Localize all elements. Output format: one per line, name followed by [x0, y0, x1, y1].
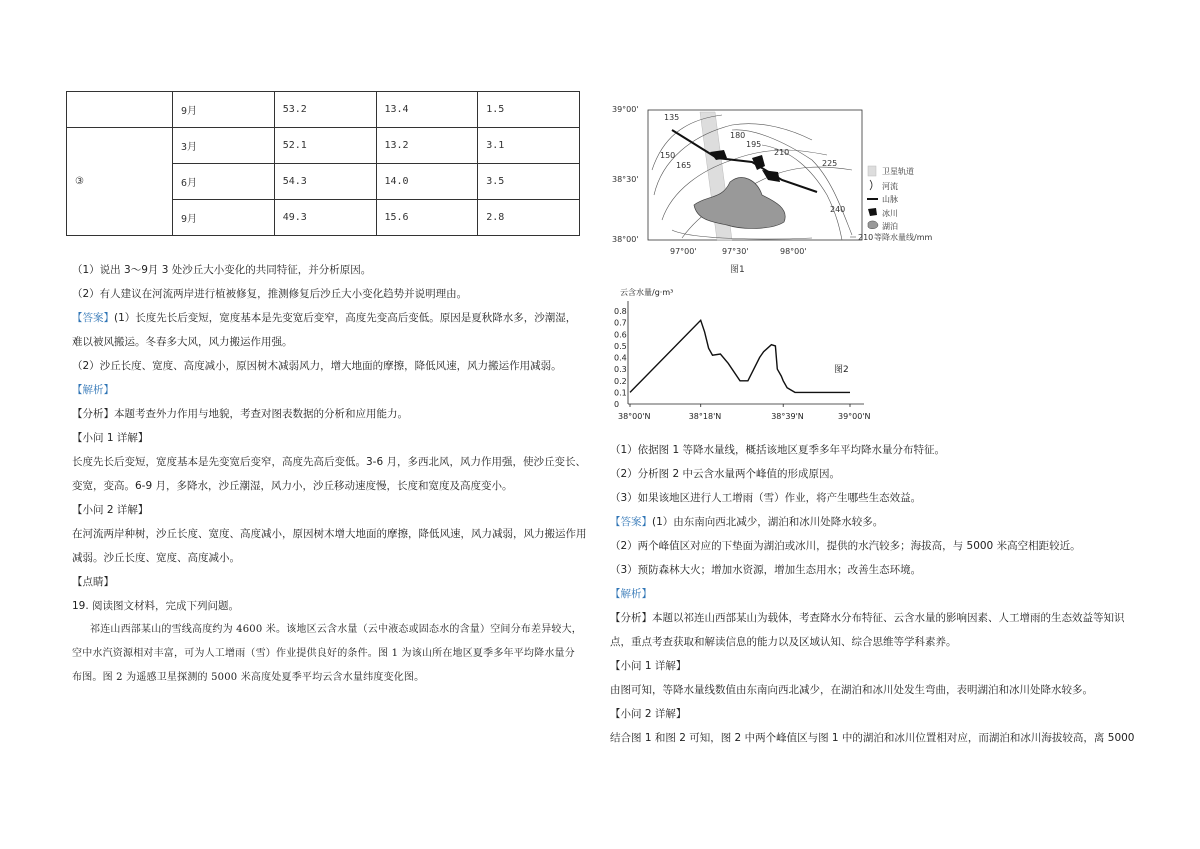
legend-satellite-swatch: [868, 166, 876, 176]
y-tick-label: 0.4: [614, 353, 627, 363]
lon-label: 98°00': [780, 247, 807, 256]
y-tick-label: 0.8: [614, 307, 627, 316]
lat-label: 38°30': [612, 175, 639, 184]
table-cell: 49.3: [274, 200, 376, 236]
x-tick-label: 38°39'N: [771, 412, 804, 421]
answer-1: [72, 310, 590, 326]
lat-label: 39°00': [612, 105, 639, 114]
legend-label: 湖泊: [882, 222, 898, 231]
contour-label: 150: [660, 151, 676, 160]
material-line-2: 空中水汽资源相对丰富，可为人工增雨（雪）作业提供良好的条件。图 1 为该山所在地区夏季多年平均降水量分: [72, 648, 575, 659]
right-analysis-text-2: 点，重点考查获取和解读信息的能力以及区域认知、综合思维等学科素养。: [610, 636, 957, 648]
table-cell: 13.4: [376, 92, 478, 128]
figure-1-caption: 图1: [730, 265, 745, 275]
table-group-cell: ③: [67, 128, 173, 236]
subq1-heading: 【小问 1 详解】: [72, 432, 149, 444]
y-tick-label: 0.7: [614, 318, 627, 328]
dianjing-heading: 【点睛】: [72, 576, 114, 588]
legend-label: 河流: [882, 182, 898, 191]
legend-label: 卫星轨道: [882, 167, 914, 176]
x-tick-label: 38°00'N: [618, 412, 651, 421]
answer-tag: 【答案】: [610, 516, 652, 528]
right-subq2-text: 结合图 1 和图 2 可知，图 2 中两个峰值区与图 1 中的湖泊和冰川位置相对应，而湖泊和冰川海拔较高，离 5000: [610, 732, 1135, 744]
contour-label: 180: [730, 131, 746, 140]
contour-label: 210: [774, 148, 790, 157]
y-tick-label: 0.2: [614, 376, 627, 386]
y-tick-label: 0.3: [614, 365, 627, 375]
lon-label: 97°30': [722, 247, 749, 256]
table-cell: 3.5: [478, 164, 580, 200]
right-subq1-heading: 【小问 1 详解】: [610, 660, 687, 672]
contour-label: 195: [746, 140, 762, 149]
chart-ylabel: 云含水量/g·m³: [620, 288, 674, 297]
legend-lake-swatch: [868, 221, 878, 229]
table-cell: 52.1: [274, 128, 376, 164]
y-tick-label: 0.1: [614, 388, 627, 398]
right-question-2: （2）分析图 2 中云含水量两个峰值的形成原因。: [610, 468, 841, 480]
answer-1-cont: 难以被风搬运。冬春多大风，风力搬运作用强。: [72, 336, 293, 348]
sand-dune-table: [66, 91, 580, 236]
right-analysis-text-1: 【分析】本题以祁连山西部某山为载体，考查降水分布特征、云含水量的影响因素、人工增雨的生态效益等知识: [610, 612, 1125, 624]
answer-tag: 【答案】: [72, 312, 114, 324]
table-cell: 9月: [173, 200, 275, 236]
x-tick-label: 39°00'N: [838, 412, 871, 421]
y-tick-labels: [614, 307, 627, 409]
cloud-water-series-line: [630, 320, 850, 392]
right-answer-2: （2）两个峰值区对应的下垫面为湖泊或冰川，提供的水汽较多；海拔高，与 5000 米高空相距较近。: [610, 540, 1081, 552]
question-2: （2）有人建议在河流两岸进行植被修复，推测修复后沙丘大小变化趋势并说明理由。: [72, 288, 468, 300]
material-line-1: 祁连山西部某山的雪线高度约为 4600 米。该地区云含水量（云中液态或固态水的含量）空间分布差异较大，: [90, 624, 583, 635]
analysis-tag: 【解析】: [72, 384, 114, 396]
question-1: （1）说出 3～9月 3 处沙丘大小变化的共同特征，并分析原因。: [72, 264, 372, 276]
right-answer-1: [610, 514, 1130, 530]
y-tick-label: 0: [614, 400, 620, 409]
legend-sample-value: 210: [858, 233, 874, 242]
lake: [694, 178, 785, 229]
table-cell: 1.5: [478, 92, 580, 128]
table-cell: 3月: [173, 128, 275, 164]
table-cell: 3.1: [478, 128, 580, 164]
precipitation-map: [612, 100, 952, 280]
chart-title: 图2: [834, 365, 849, 375]
right-answer-3: （3）预防森林大火；增加水资源，增加生态用水；改善生态环境。: [610, 564, 922, 576]
legend-label: 冰川: [882, 209, 898, 218]
legend-label: 等降水量线/mm: [874, 233, 933, 242]
x-tick-label: 38°18'N: [688, 412, 722, 421]
material-line-3: 布图。图 2 为遥感卫星探测的 5000 米高度处夏季平均云含水量纬度变化图。: [72, 672, 425, 683]
cloud-water-chart: [612, 285, 902, 430]
legend-label: 山脉: [882, 195, 898, 204]
right-question-3: （3）如果该地区进行人工增雨（雪）作业，将产生哪些生态效益。: [610, 492, 922, 504]
table-row: [67, 92, 580, 128]
answer-2: （2）沙丘长度、宽度、高度减小，原因树木减弱风力，增大地面的摩擦，降低风速，风力搬运作用减弱。: [72, 360, 562, 372]
table-cell: 54.3: [274, 164, 376, 200]
contour-label: 225: [822, 159, 838, 168]
legend-glacier-swatch: [868, 208, 877, 216]
subq1-text-2: 变宽，变高。6-9 月，多降水，沙丘潮湿，风力小，沙丘移动速度慢，长度和宽度及高度变小。: [72, 480, 513, 492]
table-cell: [67, 92, 173, 128]
right-answer-1-text: (1）由东南向西北减少，湖泊和冰川处降水较多。: [652, 516, 884, 528]
question-19: 19. 阅读图文材料，完成下列问题。: [72, 600, 240, 612]
table-cell: 2.8: [478, 200, 580, 236]
table-cell: 6月: [173, 164, 275, 200]
contour-label: 240: [830, 205, 846, 214]
table-row: [67, 128, 580, 164]
contour-label: 165: [676, 161, 692, 170]
x-tick-labels: [618, 404, 871, 421]
subq2-heading: 【小问 2 详解】: [72, 504, 149, 516]
contour-label: 135: [664, 113, 680, 122]
legend-river-swatch: [870, 180, 872, 190]
subq2-text-1: 在河流两岸种树，沙丘长度、宽度、高度减小，原因树木增大地面的摩擦，降低风速，风力减弱，风力搬运作用: [72, 528, 587, 540]
table-cell: 9月: [173, 92, 275, 128]
right-subq2-heading: 【小问 2 详解】: [610, 708, 687, 720]
lat-label: 38°00': [612, 235, 639, 244]
subq1-text-1: 长度先长后变短，宽度基本是先变宽后变窄，高度先高后变低。3-6 月，多西北风，风力作用强，使沙丘变长、: [72, 456, 586, 468]
answer-1-text: (1）长度先长后变短，宽度基本是先变宽后变窄，高度先变高后变低。原因是夏秋降水多，沙潮湿，: [114, 312, 577, 324]
lon-label: 97°00': [670, 247, 697, 256]
table-cell: 15.6: [376, 200, 478, 236]
y-tick-label: 0.5: [614, 341, 627, 351]
right-analysis-tag: 【解析】: [610, 588, 652, 600]
subq2-text-2: 减弱。沙丘长度、宽度、高度减小。: [72, 552, 240, 564]
table-cell: 14.0: [376, 164, 478, 200]
right-subq1-text: 由图可知，等降水量线数值由东南向西北减少，在湖泊和冰川处发生弯曲，表明湖泊和冰川处降水较多。: [610, 684, 1093, 696]
analysis-text: 【分析】本题考查外力作用与地貌，考查对图表数据的分析和应用能力。: [72, 408, 408, 420]
table-cell: 53.2: [274, 92, 376, 128]
table-cell: 13.2: [376, 128, 478, 164]
right-question-1: （1）依据图 1 等降水量线，概括该地区夏季多年平均降水量分布特征。: [610, 444, 946, 456]
y-tick-label: 0.6: [614, 330, 627, 340]
